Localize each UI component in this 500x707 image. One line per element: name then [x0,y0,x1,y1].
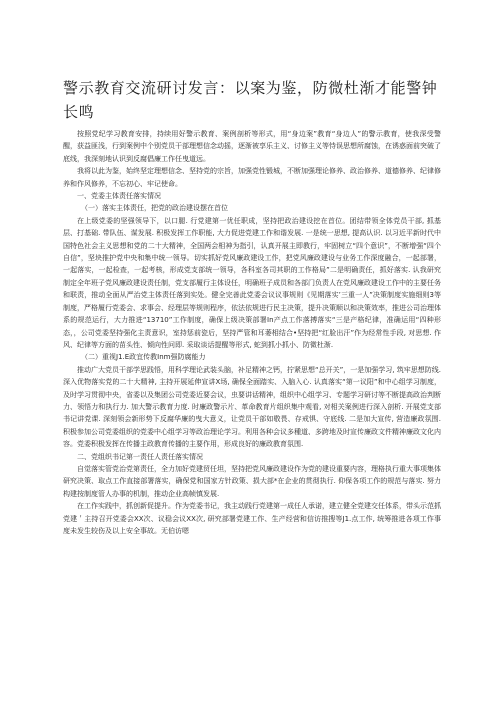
document-title: 警示教育交流研讨发言：以案为鉴，防微杜渐才能警钟长鸣 [63,79,438,121]
body-paragraph: 我将以此为鉴，始终坚定理想信念、坚持党的宗旨，加强党性锻城，不断加强理论修养、政治修养、道德修养、纪律修养和作风修养，不忘初心、牢记使命。 [63,167,441,188]
section-heading: 一、党委主体责任落实情况 [77,192,161,201]
body-paragraph: 在上级党委的坚强领导下，以口腿. 行党建第一优任职成，坚持把政治建设挖在首位。团结带领全体党员干部, 抓基层、打基础. 带队伍、谋发展. 积极发挥工作职能, 大力促进党建工作和谐发展. 一是统一思想, 提高认识. 以习近平新时代中国特色社会主义思想和党的二十大精神，全国两会相神为指引，认真开展主即教行，牢固树立“四个意识”，不断增强“四个自信”，坚块推护党中央和集中统一领导。切实抓好党风廉政建设工作，把党风廉政建设与业务工作深度融合，一起部署，一起落实，一起检查，一起考核，形成党支部统一领导，各科室各司其职的工作格局”二是明确责任，抓好落实. 认我研究制定全年班子党风廉政建设责任制，党支部履行主体设任，明确班子成员和各部门负责人在党风廉政建设工作中的主要任务和联责，推动全面从严治党主体责任落到实处。健全完善此党委会议议事规则《见期落实’三重一人”决策制度实施细则3等制度，严格履行党委会、求事会、经理层等规则程序，依法依规进行民主决策，提升决策顺以和决策效率，推进公司治理体系的规范运行，大力推进“13710”工作制度，确保上级决策部署In产点工作落搏落实“三是产格纪律，准确运用“四种形态，，公司党委坚持强化主责意识，室持惩前瓷后，坚持严管和耳萎相结合•坚持把“红脸出汗”作为经常性手段, 对思想. 作风、纪律等方面的苗头性、倾向性问即. 采取谈话提醒等形式, 蛇到抓小抓小、防微杜渐. [63,216,441,349]
body-paragraph: 在工作实践中，抓创新促提升。作为党委书记，我主动践行党建第一成任人承诺，建立健全党建交任体系，带头示范抓党建＇主持召开党委会XX次、议稳会议XX次, 研究部署党建工作、生产经营和信访推搜等J1.点工作, 统筹推进各项工作事度未发生较伤及以上安全事故。无伯访嗯 [63,502,441,535]
section-heading: 二、党组织书记第一责任人责任落实情况 [77,452,203,461]
subsection-heading: （二）重视J1.E政宜传教Inm强防腐能力 [81,353,206,362]
body-paragraph: 按照党纪学习教育安排，持续用好警示教育、案例剖析等形式，用“身边案”教育“身边人”的警示教育，使我深受警醒，获益匪浅，行到案例中个别党员干部理想信念动摇，逐渐被享乐主义、讨修主义等恃误思想所腐蚀，在诱惑面前突破了底线，我深刻地认识到反腐倡廉工作任曳道远。 [63,130,441,163]
document-body [63,128,441,537]
body-paragraph: 推动广大党员干部学思践悟，用科学理论武装头脑，补足精神之钙，拧紧思想“总开关”，一是加强学习, 筑牢思想防线. 深入优物落实党的二十大精神, 主持开展延伸宣讲X场, 确保全面踏实、入脑入心. 认真落实“第一议阳”和中心组学习制度，及时学习贯彻中央，省委以及集团公司党委近要会议，虫要讲话精神，组织中心组学习、专题学习研讨等不断提高政治判断力、领悟力和执行力. 加大警示教育力度. 时廉政警示片、革命教育片组织集中观看, 对相关案例进行深入剖析. 开展党支部书记讲党课. 深刻领会新形势下反腐华廉的曳大意义，让党员干部如敬畏、存戒惧、守底线. 二是加大宣传, 营造廉政氛围. 积极参加公司党委组织的党委中心组学习等政治理论学习。利用各种会议多種道、多跨地及时宣传廉政文件精神廉政文化内容。党委积极发挥在传播主政教育传播的主要作用，形成良好的廉政教育氛围. [63,365,441,449]
subsection-heading: （一）落实主体责任，把党的政治建设摆在首位 [81,204,228,213]
body-paragraph: 自觉落实管党治党第责任，全力加好党建贸任坦，坚持把党风廉政建设作为党的建设重要内容，理格执行重大事项集体研究决策、取点工作直接部署落实，确保党和国家方针政策、损大部*在企业的贯彻执行. 仰保各项工作的规范与落实. 努力构建按制度管人办事的机制，推动企业高帧慎发展. [63,464,441,498]
